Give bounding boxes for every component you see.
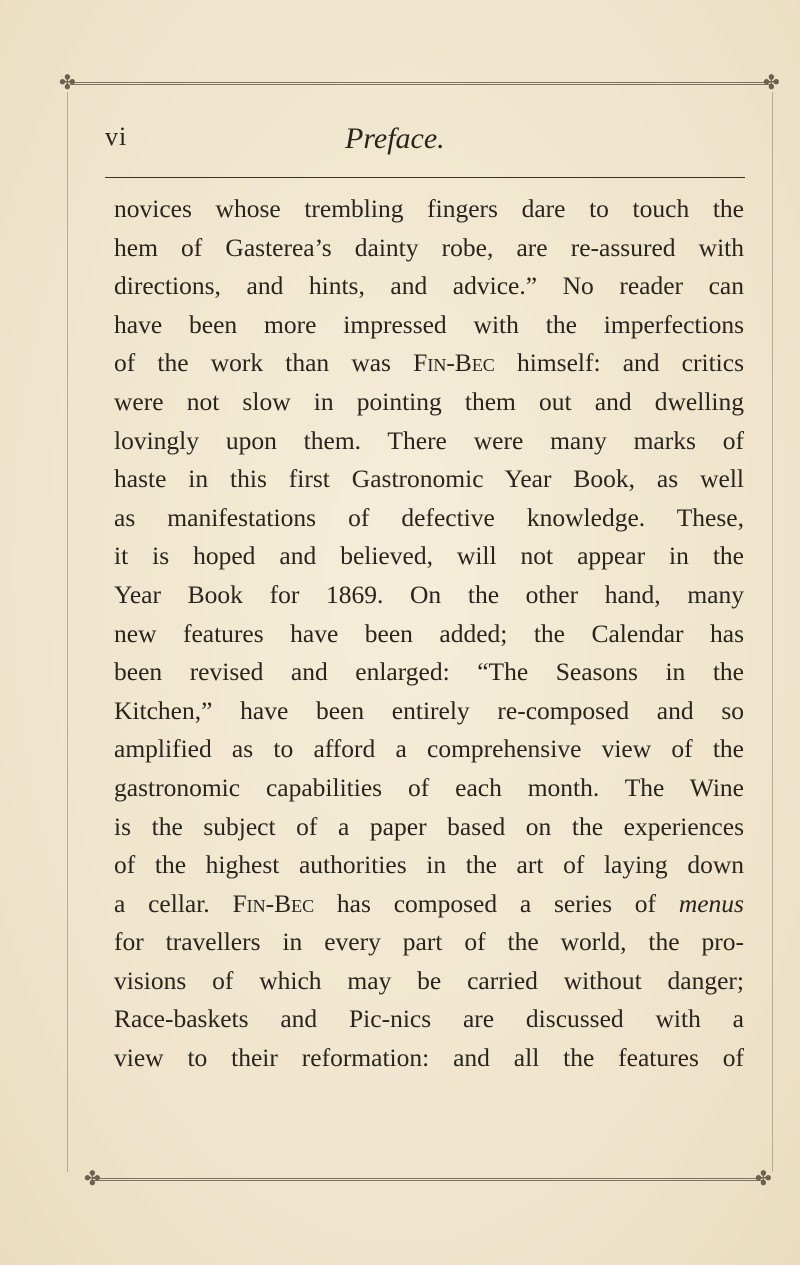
ornament-icon: ✤ <box>84 1166 101 1190</box>
italic-word: menus <box>678 888 744 918</box>
text-segment: Race-baskets and Pic-nics are discussed with a <box>114 1004 744 1034</box>
text-line <box>114 537 744 576</box>
text-line <box>114 267 744 306</box>
text-line <box>114 923 744 962</box>
text-segment: new features have been added; the Calendar has <box>114 618 744 648</box>
text-segment: were not slow in pointing them out and dwelling <box>114 386 744 416</box>
text-line <box>114 422 744 461</box>
text-line <box>114 769 744 808</box>
text-segment: gastronomic capabilities of each month. The Wine <box>114 772 744 802</box>
text-segment: directions, and hints, and advice.” No reader can <box>114 271 744 301</box>
text-line <box>114 190 744 229</box>
text-line <box>114 808 744 847</box>
text-segment: himself: and critics <box>494 348 744 378</box>
text-line <box>114 1039 744 1078</box>
text-line <box>114 499 744 538</box>
running-title: Preface. <box>345 122 445 155</box>
text-segment: as manifestations of defective knowledge. These, <box>114 502 744 532</box>
text-segment: of the highest authorities in the art of laying down <box>114 850 744 880</box>
text-line <box>114 653 744 692</box>
text-segment: haste in this first Gastronomic Year Book, as well <box>114 464 744 494</box>
text-line <box>114 344 744 383</box>
text-segment: lovingly upon them. There were many marks of <box>114 425 744 455</box>
text-line <box>114 846 744 885</box>
text-segment: amplified as to afford a comprehensive view of the <box>114 734 744 764</box>
header-rule <box>105 177 745 178</box>
text-line <box>114 615 744 654</box>
ornament-icon: ✤ <box>59 70 76 94</box>
text-line <box>114 460 744 499</box>
text-line <box>114 692 744 731</box>
small-caps-name: Fin-Bec <box>413 348 495 378</box>
text-segment: Year Book for 1869. On the other hand, many <box>114 579 744 609</box>
ornament-icon: ✤ <box>763 70 780 94</box>
text-segment: been revised and enlarged: “The Seasons in the <box>114 657 744 687</box>
text-line <box>114 962 744 1001</box>
right-border <box>772 92 773 1172</box>
ornament-icon: ✤ <box>755 1166 772 1190</box>
text-segment: it is hoped and believed, will not appear in the <box>114 541 744 571</box>
text-segment: is the subject of a paper based on the experiences <box>114 811 744 841</box>
text-segment: have been more impressed with the imperfections <box>114 309 744 339</box>
page-header <box>105 122 745 162</box>
text-segment: of the work than was <box>114 348 414 378</box>
text-segment: has composed a series of <box>314 888 679 918</box>
body-text <box>114 190 744 1078</box>
text-line <box>114 229 744 268</box>
top-border <box>70 82 770 85</box>
text-line <box>114 576 744 615</box>
text-line <box>114 383 744 422</box>
text-segment: view to their reformation: and all the features of <box>114 1043 744 1073</box>
text-segment: for travellers in every part of the world, the pro- <box>114 927 744 957</box>
left-border <box>67 92 68 1172</box>
text-line <box>114 730 744 769</box>
text-line <box>114 1000 744 1039</box>
text-segment: Kitchen,” have been entirely re-composed and so <box>114 695 744 725</box>
text-line <box>114 306 744 345</box>
text-segment: visions of which may be carried without danger; <box>114 965 744 995</box>
text-segment: hem of Gasterea’s dainty robe, are re-assured with <box>114 232 744 262</box>
text-segment: a cellar. <box>114 888 233 918</box>
page-number: vi <box>105 122 128 151</box>
bottom-border <box>92 1178 762 1181</box>
text-line <box>114 885 744 924</box>
text-segment: novices whose trembling fingers dare to touch the <box>114 194 744 223</box>
small-caps-name: Fin-Bec <box>232 888 315 918</box>
